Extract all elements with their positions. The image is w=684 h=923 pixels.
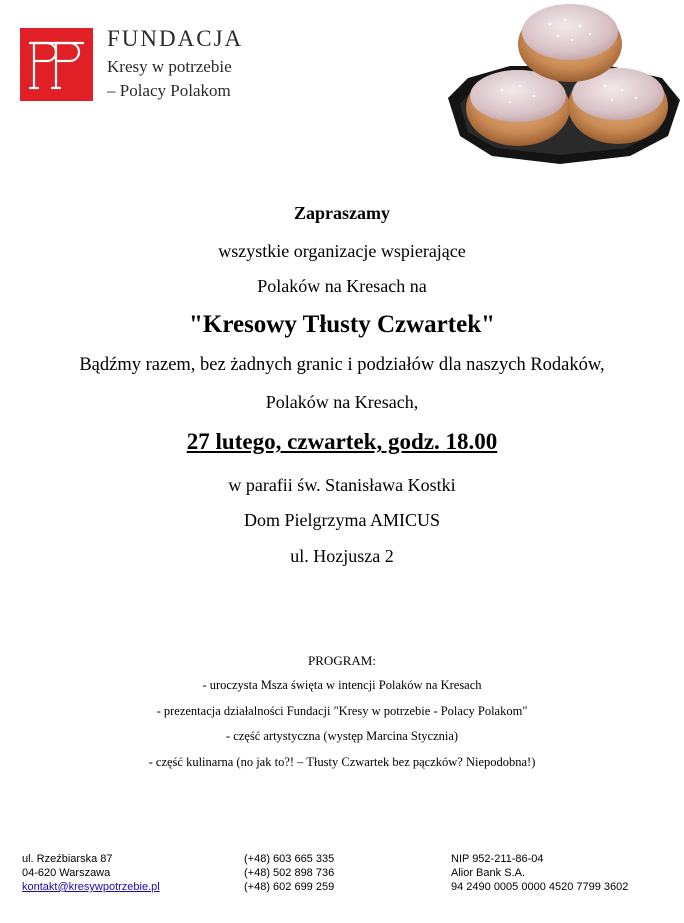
footer-email-link[interactable]: kontakt@kresywpotrzebie.pl [22, 881, 160, 893]
program-item: - uroczysta Msza święta w intencji Polaków na Kresach [202, 678, 482, 692]
footer-nip: NIP 952-211-86-04 [451, 853, 544, 865]
venue-name: Dom Pielgrzyma AMICUS [244, 510, 440, 530]
footer-account: 94 2490 0005 0000 4520 7799 3602 [451, 881, 629, 893]
org-name: FUNDACJA [107, 26, 244, 51]
invite-orgs: wszystkie organizacje wspierające [218, 241, 466, 261]
invite-heading: Zapraszamy [294, 203, 390, 223]
pp-monogram-icon [20, 28, 93, 101]
organization-name-block [107, 26, 243, 103]
event-date: 27 lutego, czwartek, godz. 18.00 [186, 429, 498, 454]
footer-phone-2: (+48) 502 898 736 [244, 867, 335, 879]
org-tagline-1: Kresy w potrzebie [107, 57, 232, 76]
footer-bank [451, 852, 628, 894]
footer-phone-3: (+48) 602 699 259 [244, 881, 335, 893]
footer-street: ul. Rzeźbiarska 87 [22, 853, 113, 865]
program-item: - część artystyczna (występ Marcina Stycznia) [225, 729, 459, 743]
donuts-plate-image [440, 0, 684, 166]
org-tagline-2: – Polacy Polakom [107, 81, 231, 100]
event-title: "Kresowy Tłusty Czwartek" [189, 311, 495, 338]
program-item: - część kulinarna (no jak to?! – Tłusty Czwartek bez pączków? Niepodobna!) [148, 755, 536, 769]
footer-phones [244, 852, 334, 894]
footer-city: 04-620 Warszawa [22, 867, 111, 879]
venue-address: ul. Hozjusza 2 [290, 546, 394, 566]
program-item: - prezentacja działalności Fundacji "Kresy w potrzebie - Polacy Polakom" [156, 704, 528, 718]
footer-phone-1: (+48) 603 665 335 [244, 853, 335, 865]
poles-line: Polaków na Kresach, [265, 392, 419, 412]
footer-address [22, 852, 160, 894]
foundation-logo [20, 28, 93, 101]
together-line: Bądźmy razem, bez żadnych granic i podziałów dla naszych Rodaków, [79, 355, 605, 375]
invite-poles: Polaków na Kresach na [257, 276, 427, 296]
program-title: PROGRAM: [308, 653, 376, 668]
parish-line: w parafii św. Stanisława Kostki [228, 475, 456, 495]
footer-bank-name: Alior Bank S.A. [451, 867, 525, 879]
